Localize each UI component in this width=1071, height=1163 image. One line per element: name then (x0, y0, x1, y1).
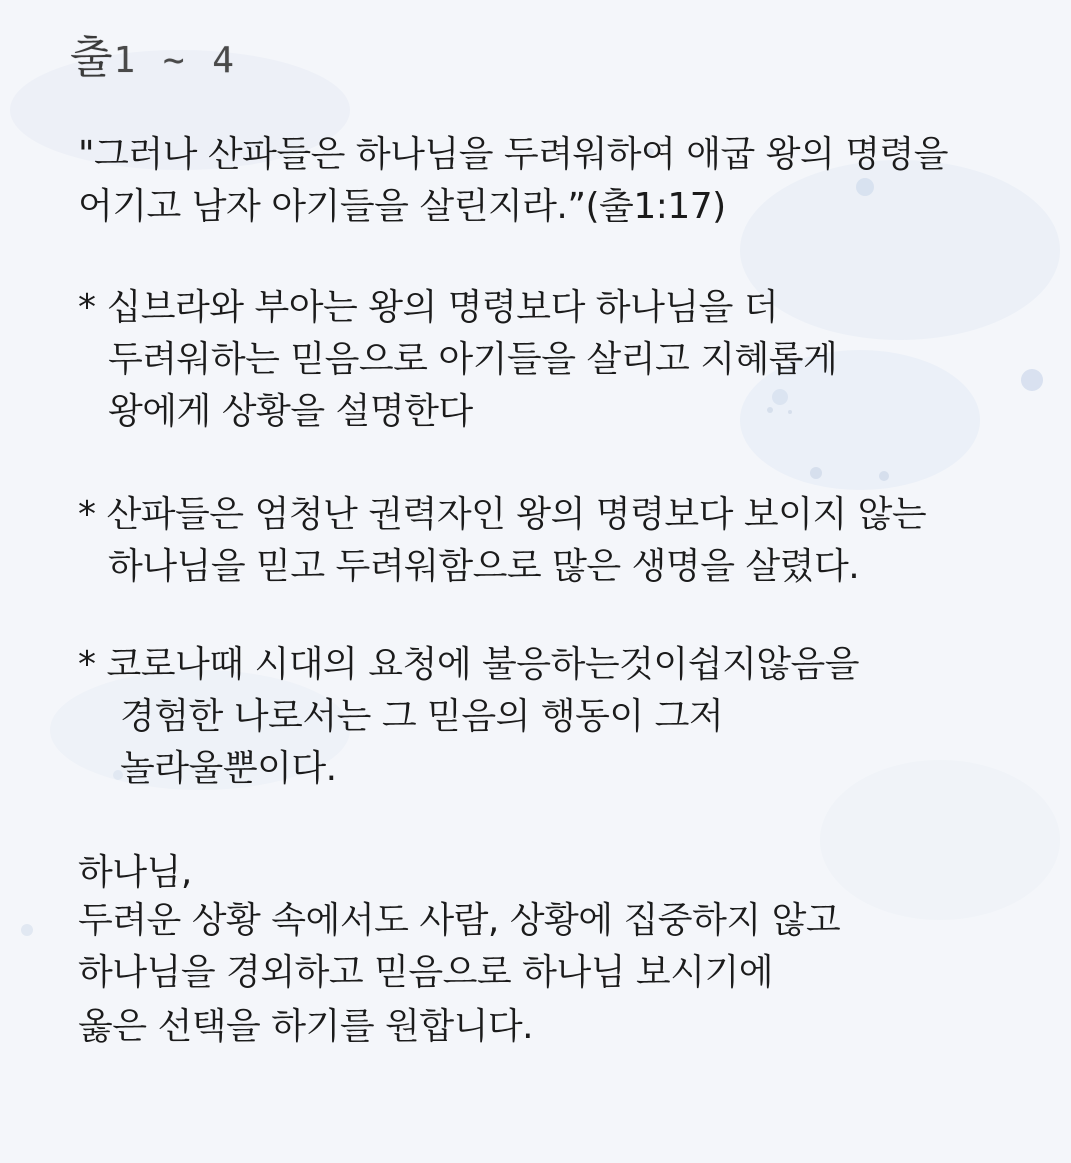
prayer-line: 두려운 상황 속에서도 사람, 상황에 집중하지 않고 (78, 900, 841, 941)
prayer-line: 하나님, (78, 852, 192, 893)
reflection-line: 놀라울뿐이다. (120, 748, 337, 789)
reflection-line: * 십브라와 부아는 왕의 명령보다 하나님을 더 (78, 287, 779, 328)
title-chapter-range: 1 ~ 4 (113, 40, 237, 81)
reflection-line: * 코로나때 시대의 요청에 불응하는것이쉽지않음을 (78, 644, 860, 685)
title-book: 출 (70, 32, 114, 83)
reflection-line: * 산파들은 엄청난 권력자인 왕의 명령보다 보이지 않는 (78, 494, 927, 535)
reflection-line: 왕에게 상황을 설명한다 (108, 391, 473, 432)
verse-line: 어기고 남자 아기들을 살린지라.”(출1:17) (78, 186, 726, 227)
verse-line: "그러나 산파들은 하나님을 두려워하여 애굽 왕의 명령을 (78, 134, 949, 175)
page-title (70, 28, 237, 91)
prayer-line: 하나님을 경외하고 믿음으로 하나님 보시기에 (78, 952, 774, 993)
reflection-line: 두려워하는 믿음으로 아기들을 살리고 지혜롭게 (108, 339, 838, 380)
prayer-line: 옳은 선택을 하기를 원합니다. (78, 1006, 534, 1047)
reflection-line: 하나님을 믿고 두려워함으로 많은 생명을 살렸다. (108, 546, 860, 587)
reflection-line: 경험한 나로서는 그 믿음의 행동이 그저 (120, 696, 724, 737)
